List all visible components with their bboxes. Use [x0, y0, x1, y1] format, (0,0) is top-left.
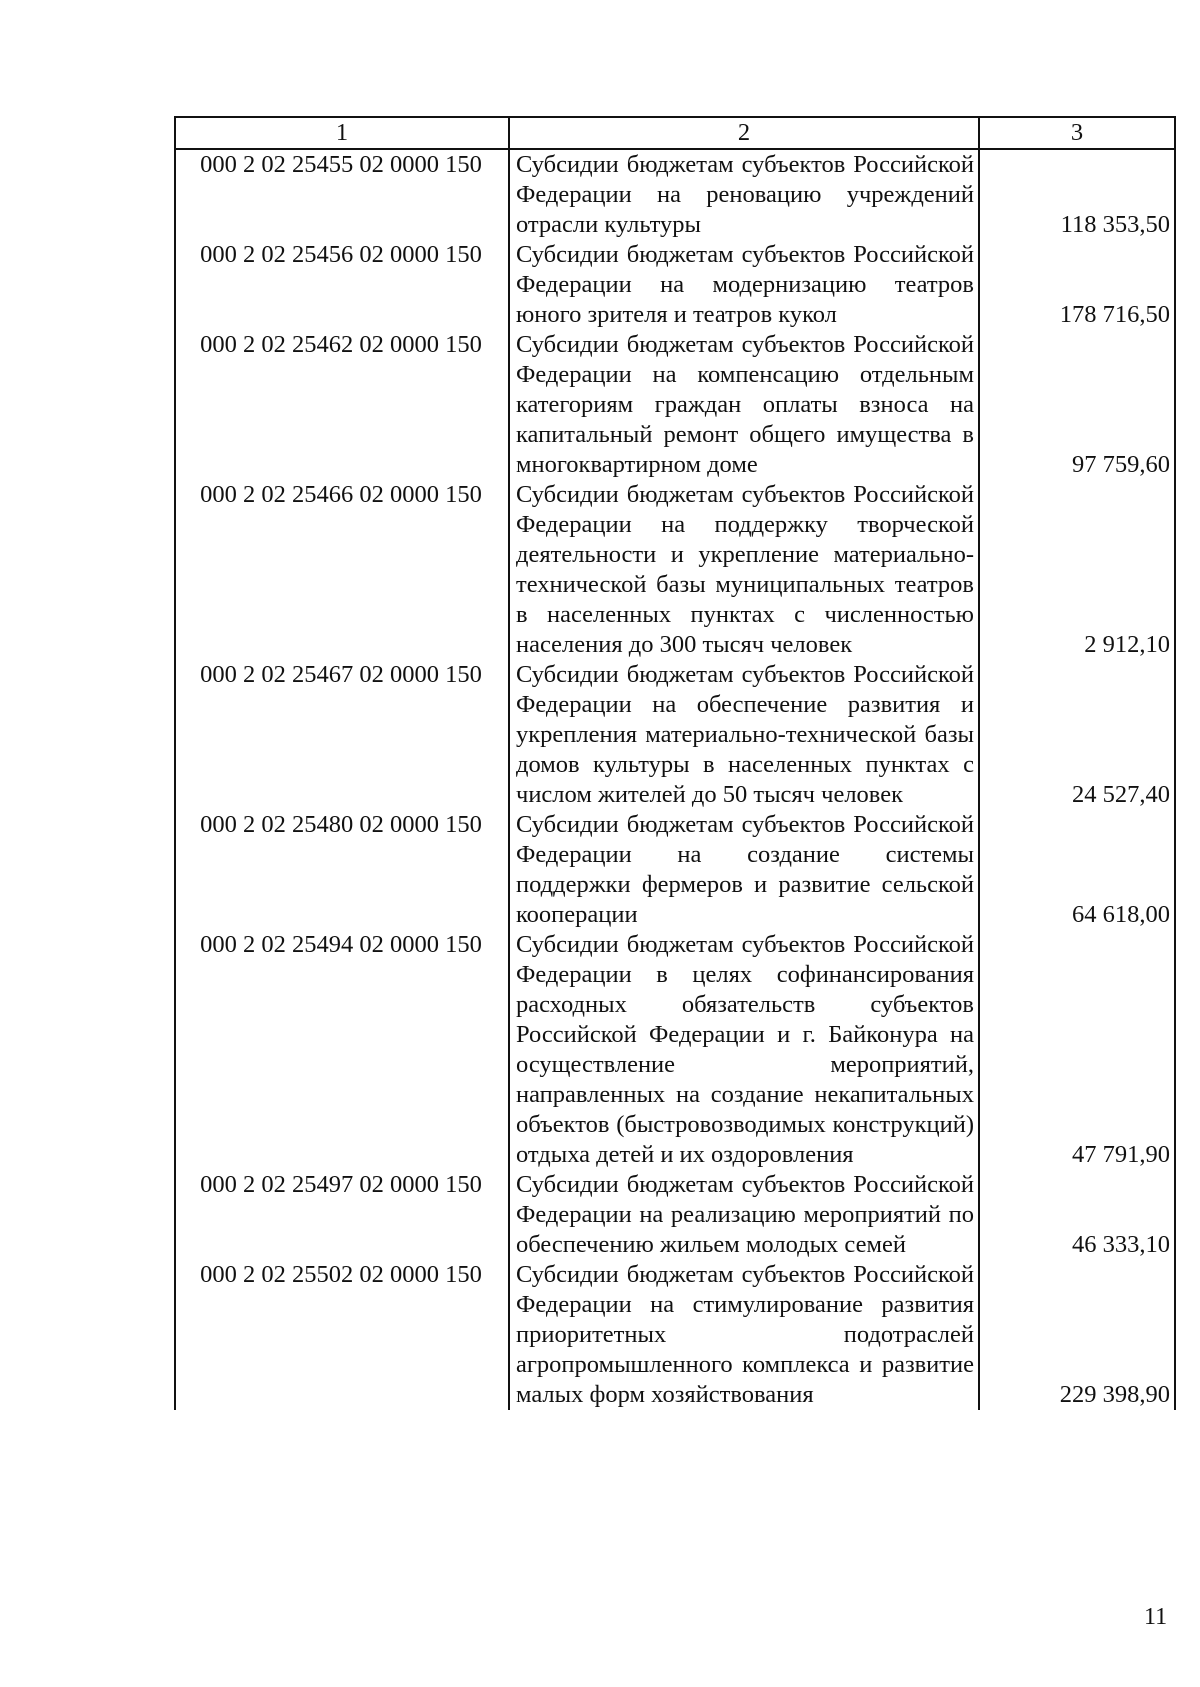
amount-cell: 97 759,60	[979, 330, 1175, 480]
table-row	[175, 330, 1175, 480]
budget-code-cell: 000 2 02 25462 02 0000 150	[175, 330, 509, 480]
amount-cell: 64 618,00	[979, 810, 1175, 930]
description-cell: Субсидии бюджетам субъектов Российской Федерации на обеспечение развития и укрепления материально-технической базы домов культуры в населенных пунктах с числом жителей до 50 тысяч человек	[509, 660, 979, 810]
amount-cell: 229 398,90	[979, 1260, 1175, 1410]
budget-table	[174, 116, 1176, 1410]
amount-cell: 2 912,10	[979, 480, 1175, 660]
amount-cell: 47 791,90	[979, 930, 1175, 1170]
description-cell: Субсидии бюджетам субъектов Российской Федерации на поддержку творческой деятельности и укрепление материально-технической базы муниципальных театров в населенных пунктах с численностью населения до 300 тысяч человек	[509, 480, 979, 660]
table-body	[175, 149, 1175, 1410]
budget-code-cell: 000 2 02 25456 02 0000 150	[175, 240, 509, 330]
description-cell: Субсидии бюджетам субъектов Российской Федерации на компенсацию отдельным категориям граждан оплаты взноса на капитальный ремонт общего имущества в многоквартирном доме	[509, 330, 979, 480]
budget-code-cell: 000 2 02 25455 02 0000 150	[175, 149, 509, 240]
budget-code-cell: 000 2 02 25502 02 0000 150	[175, 1260, 509, 1410]
budget-code-cell: 000 2 02 25480 02 0000 150	[175, 810, 509, 930]
table-row	[175, 1260, 1175, 1410]
header-row	[175, 117, 1175, 149]
table-row	[175, 930, 1175, 1170]
table-row	[175, 480, 1175, 660]
amount-cell: 118 353,50	[979, 149, 1175, 240]
budget-code-cell: 000 2 02 25497 02 0000 150	[175, 1170, 509, 1260]
description-cell: Субсидии бюджетам субъектов Российской Федерации на реализацию мероприятий по обеспечению жильем молодых семей	[509, 1170, 979, 1260]
amount-cell: 24 527,40	[979, 660, 1175, 810]
description-cell: Субсидии бюджетам субъектов Российской Федерации на стимулирование развития приоритетных подотраслей агропромышленного комплекса и развитие малых форм хозяйствования	[509, 1260, 979, 1410]
budget-code-cell: 000 2 02 25494 02 0000 150	[175, 930, 509, 1170]
description-cell: Субсидии бюджетам субъектов Российской Федерации на создание системы поддержки фермеров и развитие сельской кооперации	[509, 810, 979, 930]
column-header-1: 1	[175, 117, 509, 149]
table-row	[175, 149, 1175, 240]
budget-code-cell: 000 2 02 25466 02 0000 150	[175, 480, 509, 660]
amount-cell: 178 716,50	[979, 240, 1175, 330]
page-number: 11	[1144, 1604, 1168, 1630]
table-row	[175, 240, 1175, 330]
budget-code-cell: 000 2 02 25467 02 0000 150	[175, 660, 509, 810]
column-header-2: 2	[509, 117, 979, 149]
description-cell: Субсидии бюджетам субъектов Российской Федерации в целях софинансирования расходных обязательств субъектов Российской Федерации и г. Байконура на осуществление мероприятий, направленных на создание некапитальных объектов (быстровозводимых конструкций) отдыха детей и их оздоровления	[509, 930, 979, 1170]
table-row	[175, 810, 1175, 930]
table-row	[175, 1170, 1175, 1260]
table-row	[175, 660, 1175, 810]
amount-cell: 46 333,10	[979, 1170, 1175, 1260]
column-header-3: 3	[979, 117, 1175, 149]
description-cell: Субсидии бюджетам субъектов Российской Федерации на реновацию учреждений отрасли культуры	[509, 149, 979, 240]
description-cell: Субсидии бюджетам субъектов Российской Федерации на модернизацию театров юного зрителя и театров кукол	[509, 240, 979, 330]
